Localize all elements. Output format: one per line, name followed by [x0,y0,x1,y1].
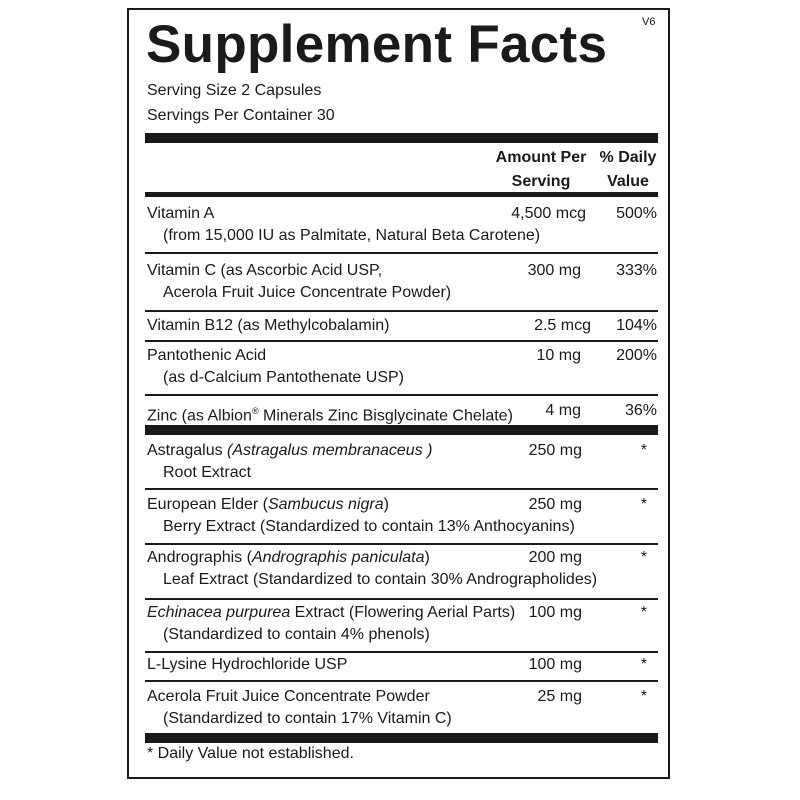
european-elder-detail: Berry Extract (Standardized to contain 13% Anthocyanins) [163,518,575,535]
echinacea-detail: (Standardized to contain 4% phenols) [163,626,430,643]
vitamin-c-amount: 300 mg [527,262,581,279]
page-title: Supplement Facts [146,15,608,74]
andrographis-amount: 200 mg [528,549,582,566]
astragalus-dv: * [640,442,647,459]
serving-size: Serving Size 2 Capsules [147,82,322,99]
row-divider [145,310,658,312]
thick-divider [145,133,658,143]
european-elder-dv: * [640,496,647,513]
acerola-amount: 25 mg [537,688,582,705]
amount-header: Amount Per Serving [495,149,587,190]
l-lysine-dv: * [640,656,647,673]
l-lysine-amount: 100 mg [528,656,582,673]
pantothenic-acid-amount: 10 mg [536,347,581,364]
pantothenic-acid-name: Pantothenic Acid [147,347,267,364]
servings-per-container: Servings Per Container 30 [147,107,335,124]
l-lysine-name: L-Lysine Hydrochloride USP [147,656,348,673]
version-label: V6 [642,16,656,28]
vitamin-b12-name: Vitamin B12 (as Methylcobalamin) [147,317,390,334]
thick-divider [145,425,658,435]
vitamin-a-dv: 500% [616,205,657,222]
echinacea-dv: * [640,604,647,621]
astragalus-detail: Root Extract [163,464,252,481]
vitamin-c-dv: 333% [616,262,657,279]
row-divider [145,651,658,653]
row-divider [145,340,658,342]
row-divider [145,394,658,396]
vitamin-a-detail: (from 15,000 IU as Palmitate, Natural Beta Carotene) [163,227,541,244]
row-divider [145,488,658,490]
pantothenic-acid-detail: (as d-Calcium Pantothenate USP) [163,369,404,386]
footnote: * Daily Value not established. [147,745,354,762]
zinc-amount: 4 mg [545,402,581,419]
dv-header: % Daily Value [599,149,657,190]
thick-divider [145,733,658,743]
row-divider [145,252,658,254]
zinc-dv: 36% [624,402,657,419]
vitamin-b12-amount: 2.5 mcg [534,317,591,334]
header-divider [145,192,658,197]
zinc-name: Zinc (as Albion® Minerals Zinc Bisglycinate Chelate) [147,406,513,425]
vitamin-b12-dv: 104% [616,317,657,334]
echinacea-amount: 100 mg [528,604,582,621]
acerola-name: Acerola Fruit Juice Concentrate Powder [147,688,430,705]
echinacea-name: Echinacea purpurea Extract (Flowering Aerial Parts) [147,604,516,621]
european-elder-name: European Elder (Sambucus nigra) [147,496,389,513]
andrographis-detail: Leaf Extract (Standardized to contain 30% Andrographolides) [163,571,598,588]
pantothenic-acid-dv: 200% [616,347,657,364]
acerola-dv: * [640,688,647,705]
row-divider [145,680,658,682]
acerola-detail: (Standardized to contain 17% Vitamin C) [163,710,452,727]
vitamin-c-detail: Acerola Fruit Juice Concentrate Powder) [163,284,452,301]
astragalus-amount: 250 mg [528,442,582,459]
european-elder-amount: 250 mg [528,496,582,513]
vitamin-a-name: Vitamin A [147,205,215,222]
astragalus-name: Astragalus (Astragalus membranaceus ) [147,442,433,459]
andrographis-name: Andrographis (Andrographis paniculata) [147,549,430,566]
row-divider [145,598,658,600]
vitamin-c-name: Vitamin C (as Ascorbic Acid USP, [147,262,383,279]
vitamin-a-amount: 4,500 mcg [511,205,586,222]
andrographis-dv: * [640,549,647,566]
row-divider [145,543,658,545]
